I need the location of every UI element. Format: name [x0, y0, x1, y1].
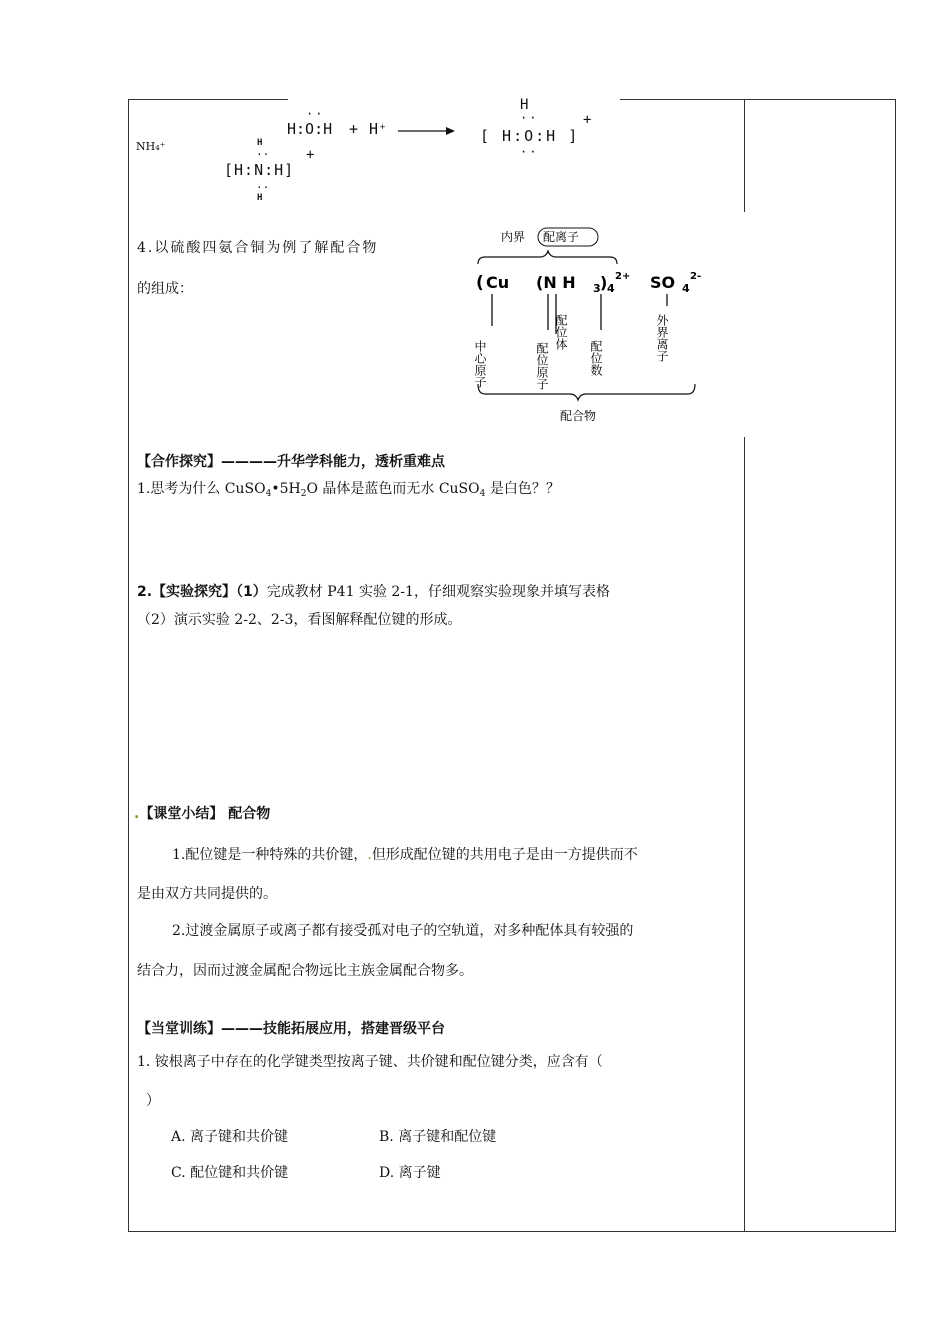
table-border-left [128, 99, 129, 1232]
table-border-top [128, 99, 288, 100]
coordinating-atom-label: 配位原子 [535, 342, 549, 390]
ligand-label: 配位体 [554, 314, 568, 350]
counter-ion-subscript: 4 [682, 282, 690, 295]
outer-ion-label: 外界离子 [655, 314, 669, 362]
practice-question-1-close: ） [146, 1093, 160, 1109]
nh4-label: NH₄⁺ [136, 140, 166, 153]
option-a[interactable]: A. 离子键和共价键 [171, 1129, 289, 1145]
section4-line2: 的组成： [137, 281, 193, 297]
electron-dots: ·· [306, 107, 325, 121]
ligand-subscript: 3 [593, 282, 601, 295]
experiment-line2: （2）演示实验 2-2、2-3，看图解释配位键的形成。 [137, 612, 462, 628]
counter-ion-charge: 2- [690, 271, 702, 282]
border-gap [743, 212, 746, 437]
water-lewis: H:O:H [287, 120, 333, 138]
table-border-right [895, 99, 896, 1232]
coop-heading: 【合作探究】————升华学科能力，透析重难点 [137, 454, 445, 470]
option-d[interactable]: D. 离子键 [379, 1165, 441, 1181]
table-border-top [620, 99, 896, 100]
ligand-formula: (N H [536, 273, 576, 292]
electron-dots: ·· [520, 145, 539, 159]
complex-composition-diagram [470, 222, 720, 430]
complex-charge: 2+ [615, 271, 631, 282]
electron-dots: ·· [256, 148, 270, 161]
plus-sign: + [349, 120, 359, 138]
central-atom-label: 中心原子 [473, 340, 487, 388]
practice-heading: 【当堂训练】———技能拓展应用，搭建晋级平台 [137, 1021, 445, 1037]
ammonium-lewis: [H:N:H] [224, 161, 295, 179]
compound-label: 配合物 [560, 409, 597, 423]
ligand-close: ) [600, 273, 608, 292]
table-border-bottom [128, 1231, 896, 1232]
counter-ion: SO [650, 273, 676, 292]
summary-p1-line2: 是由双方共同提供的。 [137, 886, 277, 902]
summary-p1-line1: 1.配位键是一种特殊的共价键，.但形成配位键的共用电子是由一方提供而不 [172, 847, 638, 863]
summary-p2-line2: 结合力，因而过渡金属配合物远比主族金属配合物多。 [137, 963, 473, 979]
hydronium-charge: + [583, 112, 592, 128]
ammonium-charge: + [306, 147, 315, 163]
coop-question-1: 1.思考为什么 $CuSO_4•5H_2O$ 晶体是蓝色而无水 CuSO$_4$ 是白色？？ [137, 481, 560, 499]
electron-dots: ·· [256, 181, 270, 194]
experiment-line1: 2.【实验探究】（1）完成教材 P41 实验 2-1，仔细观察实验现象并填写表格 [137, 584, 610, 600]
ligand-count: 4 [607, 282, 615, 295]
practice-question-1: 1. 铵根离子中存在的化学键类型按离子键、共价键和配位键分类，应含有（ [137, 1054, 603, 1070]
inner-sphere-label: 内界 [501, 230, 526, 244]
proton: H⁺ [369, 120, 388, 138]
option-b[interactable]: B. 离子键和配位键 [379, 1129, 497, 1145]
reaction-arrow [398, 124, 456, 138]
electron-dots: ·· [520, 111, 539, 125]
hydronium-lewis: [ H:O:H ] [480, 127, 580, 145]
ammonium-top-h: H [257, 138, 263, 148]
complex-ion-label: 配离子 [543, 230, 580, 244]
hydronium-top-h: H [520, 97, 529, 113]
option-c[interactable]: C. 配位键和共价键 [171, 1165, 289, 1181]
svg-text:(: ( [476, 273, 484, 293]
ammonium-bottom-h: H [257, 193, 263, 203]
central-metal: Cu [486, 273, 510, 292]
section4-line1: 4.以硫酸四氨合铜为例了解配合物 [137, 240, 379, 256]
coordination-number-label: 配位数 [589, 340, 603, 376]
summary-p2-line1: 2.过渡金属原子或离子都有接受孤对电子的空轨道，对多种配体具有较强的 [172, 923, 634, 939]
summary-heading: .【课堂小结】 配合物 [134, 806, 271, 822]
